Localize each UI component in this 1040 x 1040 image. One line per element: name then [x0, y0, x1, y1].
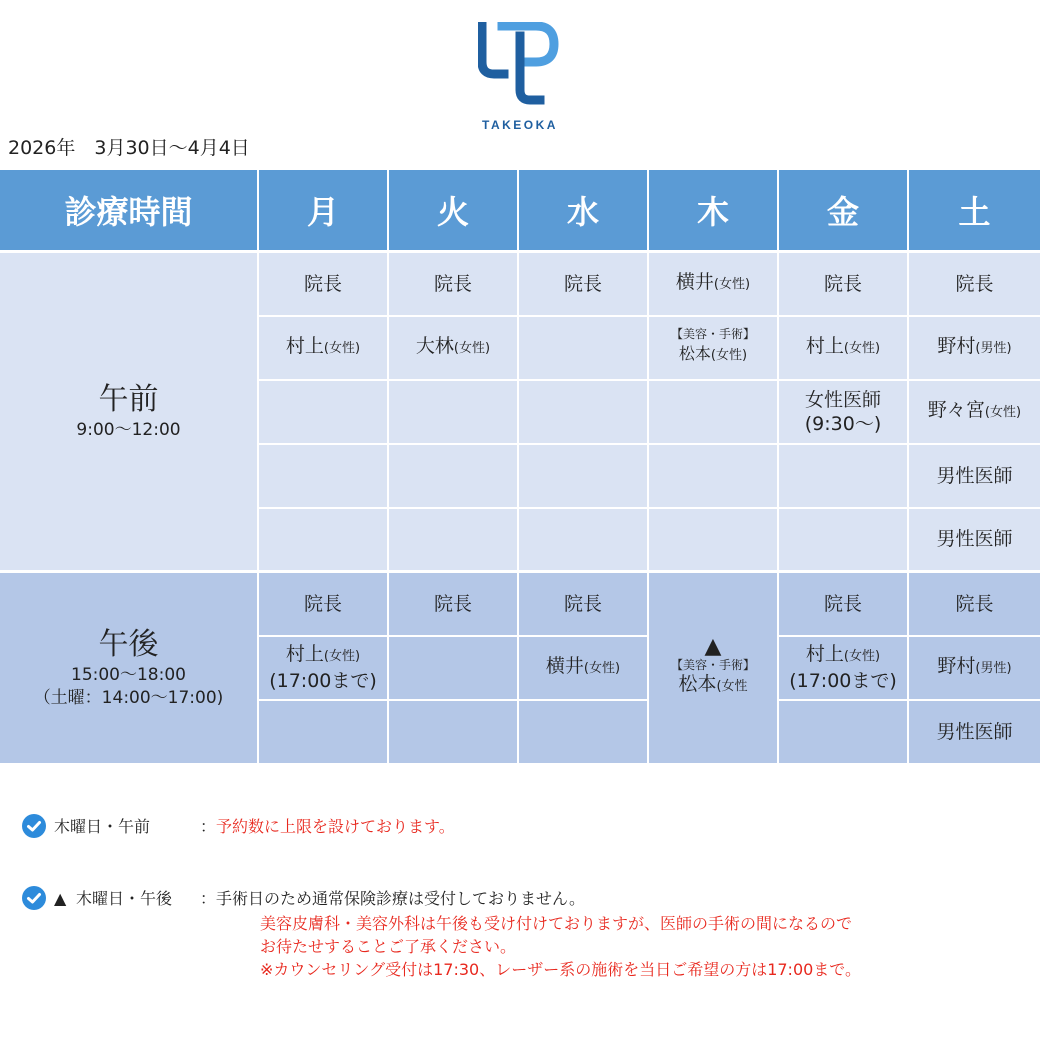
until-time-note: (17:00まで) [269, 670, 377, 692]
note-detail-line: 美容皮膚科・美容外科は午後も受け付けておりますが、医師の手術の間になるので [260, 914, 853, 933]
schedule-cell [648, 380, 778, 444]
doctor-name: 野々宮 [927, 399, 985, 421]
schedule-cell: 男性医師 [908, 700, 1040, 764]
check-circle-icon [22, 886, 46, 910]
schedule-cell [648, 444, 778, 508]
note-text: 手術日のため通常保険診療は受付しておりません。 [216, 888, 585, 908]
beauty-surgery-tag: 【美容・手術】 [670, 658, 755, 673]
schedule-cell: 院長 [518, 252, 648, 316]
takeoka-logo [470, 22, 570, 134]
schedule-cell [648, 252, 778, 316]
doctor-name: 野村 [937, 655, 976, 677]
doctor-name: 村上 [285, 643, 324, 665]
header-day-mon: 月 [258, 170, 388, 252]
date-range: 2026年 3月30日～4月4日 [8, 137, 250, 159]
doctor-name: 松本 [678, 673, 717, 696]
gender-suffix: (女性) [843, 649, 881, 664]
schedule-cell [258, 508, 388, 572]
schedule-cell: 男性医師 [908, 508, 1040, 572]
doctor-name: 松本 [678, 344, 711, 363]
afternoon-section [0, 572, 1040, 764]
note-label: 木曜日・午前 [54, 816, 151, 836]
saturday-time: （土曜：14:00～17:00) [33, 687, 224, 708]
schedule-cell: 院長 [778, 572, 908, 636]
schedule-cell [908, 380, 1040, 444]
schedule-cell [258, 380, 388, 444]
schedule-cell-thu-afternoon [648, 572, 778, 764]
schedule-cell [648, 508, 778, 572]
logo-mark-icon [478, 22, 564, 108]
start-time-note: (9:30～) [804, 412, 882, 435]
note-colon: ： [200, 888, 217, 908]
note-detail-lines [260, 912, 861, 981]
gender-suffix: (女性) [710, 348, 748, 363]
note-detail-line: お待たせすることご了承ください。 [260, 937, 517, 956]
morning-title: 午前 [98, 382, 159, 417]
afternoon-period-cell [0, 572, 258, 764]
schedule-cell: 院長 [908, 572, 1040, 636]
doctor-name: 女性医師 [804, 388, 881, 411]
gender-suffix: (女性) [843, 341, 881, 356]
schedule-cell: 院長 [388, 572, 518, 636]
note-thursday-morning [22, 814, 455, 838]
schedule-cell [388, 444, 518, 508]
schedule-table [0, 170, 1040, 764]
beauty-surgery-tag: 【美容・手術】 [670, 327, 755, 341]
doctor-name: 横井 [545, 655, 584, 677]
note-thursday-afternoon [22, 886, 585, 910]
schedule-cell: 男性医師 [908, 444, 1040, 508]
schedule-cell [908, 636, 1040, 700]
schedule-cell [778, 700, 908, 764]
doctor-name: 村上 [805, 643, 844, 665]
doctor-name: 村上 [285, 335, 324, 357]
gender-suffix: (女性) [323, 649, 361, 664]
doctor-name: 村上 [805, 335, 844, 357]
header-day-thu: 木 [648, 170, 778, 252]
triangle-marker-icon: ▲ [704, 634, 722, 660]
logo-text: TAKEOKA [482, 118, 558, 132]
until-time-note: (17:00まで) [789, 670, 897, 692]
schedule-cell [388, 700, 518, 764]
header-day-tue: 火 [388, 170, 518, 252]
gender-suffix: (女性) [583, 661, 621, 676]
schedule-cell [778, 508, 908, 572]
schedule-cell [518, 316, 648, 380]
schedule-cell [258, 636, 388, 700]
header-day-fri: 金 [778, 170, 908, 252]
doctor-name: 大林 [415, 335, 454, 357]
gender-suffix: (女性 [716, 679, 748, 695]
gender-suffix: (女性) [984, 405, 1022, 420]
gender-suffix: (女性) [453, 341, 491, 356]
schedule-cell [518, 700, 648, 764]
note-colon: ： [200, 816, 217, 836]
doctor-name: 野村 [937, 335, 976, 357]
schedule-cell: 院長 [778, 252, 908, 316]
morning-section [0, 252, 1040, 572]
schedule-cell [518, 508, 648, 572]
schedule-cell: 院長 [388, 252, 518, 316]
afternoon-time: 15:00～18:00 [71, 664, 186, 685]
schedule-cell [778, 636, 908, 700]
schedule-cell: 院長 [258, 572, 388, 636]
schedule-cell [388, 636, 518, 700]
schedule-cell [258, 316, 388, 380]
schedule-cell [518, 636, 648, 700]
schedule-cell [778, 444, 908, 508]
schedule-cell: 院長 [258, 252, 388, 316]
afternoon-title: 午後 [98, 626, 159, 662]
header-day-wed: 水 [518, 170, 648, 252]
note-label: 木曜日・午後 [76, 888, 173, 908]
gender-suffix: (男性) [975, 341, 1012, 356]
note-text: 予約数に上限を設けております。 [216, 816, 455, 836]
schedule-cell [258, 444, 388, 508]
triangle-marker-icon: ▲ [54, 888, 67, 908]
note-detail-line: ※カウンセリング受付は17:30、レーザー系の施術を当日ご希望の方は17:00まで。 [260, 960, 861, 979]
gender-suffix: (女性) [323, 341, 361, 356]
schedule-cell [388, 316, 518, 380]
schedule-cell [648, 316, 778, 380]
header-day-sat: 土 [908, 170, 1040, 252]
schedule-cell [258, 700, 388, 764]
schedule-cell [518, 380, 648, 444]
schedule-cell [778, 380, 908, 444]
schedule-cell: 院長 [518, 572, 648, 636]
schedule-cell [518, 444, 648, 508]
header-hours-label: 診療時間 [0, 170, 258, 252]
schedule-cell [388, 380, 518, 444]
check-circle-icon [22, 814, 46, 838]
gender-suffix: (女性) [713, 277, 751, 293]
morning-period-cell [0, 252, 258, 572]
schedule-cell [388, 508, 518, 572]
schedule-cell: 院長 [908, 252, 1040, 316]
morning-time: 9:00～12:00 [76, 420, 181, 440]
gender-suffix: (男性) [975, 661, 1012, 676]
schedule-cell [908, 316, 1040, 380]
doctor-name: 横井 [675, 271, 714, 294]
schedule-cell [778, 316, 908, 380]
